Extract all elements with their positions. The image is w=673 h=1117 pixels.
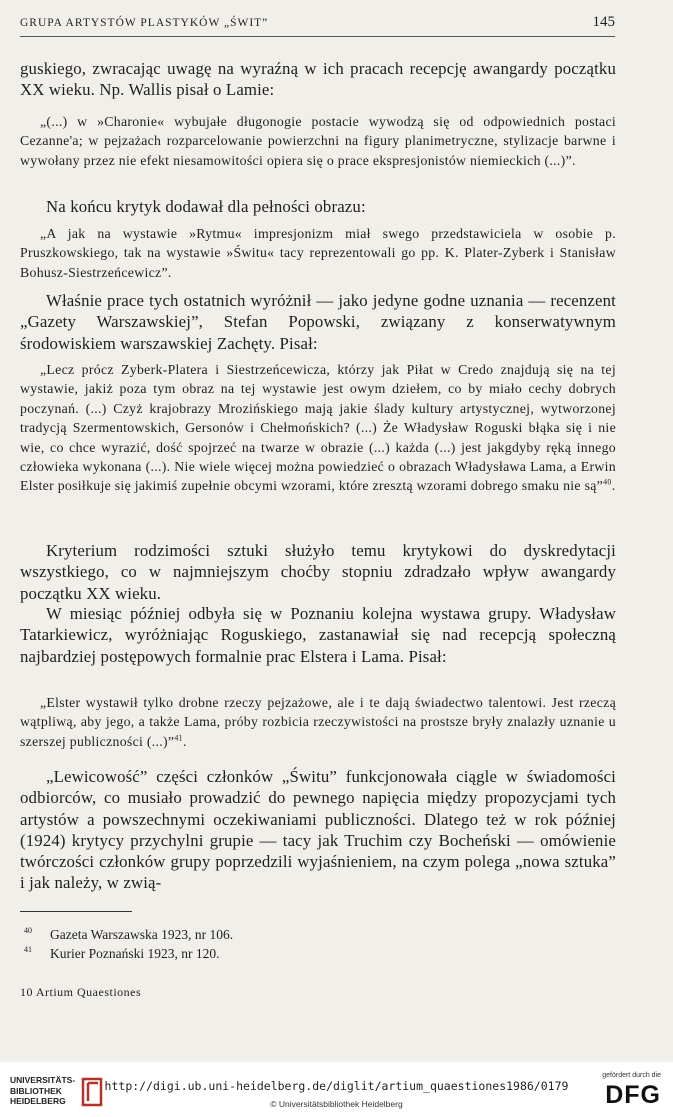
quote-3-block: „Lecz prócz Zyberk-Platera i Siestrzeńcewicza, którzy jak Piłat w Credo znajdują się na tej wystawie, jakiż poza tym obraz na tej wystawie jest owym dziełem, co by miało cechy dobrych poczynań. (...) Czyż krajobrazy Mrozińskiego mają jakie ślady kultury artystycznej, wytworzonej tradycją Szermentowskich, Gersonów i Chełmońskich? (...) Że Władysław Roguski błąka się i nie wie, co chce wyrazić, dość spojrzeć na twarze w obrazie (...) każda (...) jest jakgdyby ręką innego człowieka wykonana (...). Nie wiele więcej można powiedzieć o obrazach Władysława Lama, a Erwin Elster posiłkuje się jakimiś zupełnie obcymi wzorami, które zresztą wzorami dobrego smaku nie są”$^{40}$.: [20, 362, 616, 494]
footnote-text: Gazeta Warszawska 1923, nr 106.: [50, 927, 234, 942]
footnote-text: Kurier Poznański 1923, nr 120.: [50, 946, 220, 961]
copyright-notice: © Universitätsbibliothek Heidelberg: [270, 1099, 403, 1109]
running-head: [20, 14, 615, 37]
paragraph-1: guskiego, zwracając uwagę na wyraźną w ich pracach recepcję awangardy początku XX wieku. Np. Wallis pisał o Lamie:: [20, 59, 616, 100]
paragraph-4: Kryterium rodzimości sztuki służyło temu krytykowi do dyskredytacji wszystkiego, co w najmniejszym choćby stopniu zdradzało wpływ awangardy początku XX wieku.: [20, 541, 616, 603]
dfg-logo[interactable]: [593, 1072, 661, 1116]
quote-3: „Lecz prócz Zyberk-Platera i Siestrzeńcewicza, którzy jak Piłat w Credo znajdują się na tej wystawie, jakiż poza tym obraz na tej wystawie jest owym dziełem, co by miało cechy dobrych poczynań. (...) Czyż krajobrazy Mrozińskiego mają jakie ślady kultury artystycznej, wytworzonej tradycją Szermentowskich, Gersonów i Chełmońskich? (...) Że Władysław Roguski błąka się i nie wie, co chce wyrazić, dość spojrzeć na twarze w obrazie (...) każda (...) jest jakgdyby ręką innego człowieka wykonana (...). Nie wiele więcej można powiedzieć o obrazach Władysława Lama, a Erwin Elster posiłkuje się jakimiś zupełnie obcymi wzorami, które zresztą wzorami dobrego smaku nie są”: [20, 362, 616, 494]
library-name: UNIVERSITÄTS- BIBLIOTHEK HEIDELBERG: [10, 1075, 76, 1106]
footnote-item: 40 Gazeta Warszawska 1923, nr 106.: [24, 926, 234, 942]
permalink-url[interactable]: http://digi.ub.uni-heidelberg.de/diglit/artium_quaestiones1986/0179: [104, 1079, 569, 1093]
paragraph-3: Właśnie prace tych ostatnich wyróżnił — jako jedyne godne uznania — recenzent „Gazety Warszawskiej”, Stefan Popowski, związany z konserwatywnym środowiskiem warszawskiej Zachęty. Pisał:: [20, 291, 616, 353]
funder-note: gefördert durch die: [602, 1072, 661, 1079]
footnote-ref-40: 40: [603, 477, 612, 487]
paragraph-6: „Lewicowość” części członków „Świtu” funkcjonowała ciągle w świadomości odbiorców, co musiało prowadzić do pewnego napięcia między propozycjami tych artystów a powszechnymi oczekiwaniami publiczności. Dlatego też w rok później (1924) krytycy przychylni grupie — tacy jak Truchim czy Bocheński — omówienie twórczości członków grupy poprzedzili wyjaśnieniem, na czym polega „nowa sztuka” i jak należy, w zwią-: [20, 767, 616, 893]
footnote-ref-41: 41: [174, 733, 183, 743]
digitization-footer: [0, 1062, 673, 1117]
paragraph-5: W miesiąc później odbyła się w Poznaniu kolejna wystawa grupy. Władysław Tatarkiewicz, wyróżniając Roguskiego, zastanawiał się nad recepcją społeczną najbardziej postępowych formalnie prac Elstera i Lama. Pisał:: [20, 604, 616, 666]
footnote-item: 41 Kurier Poznański 1923, nr 120.: [24, 945, 220, 961]
quote-4: „Elster wystawił tylko drobne rzeczy pejzażowe, ale i te dają świadectwo talentowi. Jest rzeczą wątpliwą, aby jego, a także Lama, próby rozbicia rzeczywistości na prostsze bryły znalazły uznanie u szerszej publiczności (...)”: [20, 695, 616, 749]
printer-signature: 10 Artium Quaestiones: [20, 985, 142, 999]
quote-2-block: [20, 224, 616, 282]
paragraph-5-block: [20, 603, 616, 667]
footnotes: [20, 925, 520, 963]
quote-4-block: „Elster wystawił tylko drobne rzeczy pejzażowe, ale i te dają świadectwo talentowi. Jest rzeczą wątpliwą, aby jego, a także Lama, próby rozbicia rzeczywistości na prostsze bryły znalazły uznanie u szerszej publiczności (...)”$^{41}$.: [20, 695, 616, 749]
paragraph-2: Na końcu krytyk dodawał dla pełności obrazu:: [46, 197, 366, 216]
footnote-divider: [20, 911, 132, 912]
quote-1: „(...) w »Charonie« wybujałe długonogie postacie wywodzą się od odpowiednich postaci Cezanne'a; w pejzażach rozparcelowanie powierzchni na figury planimetryczne, stylizacje barwne i wywołany przez nie efekt niesamowitości opiera się o prace ekspresjonistów niemieckich (...)”.: [20, 114, 616, 168]
paragraph-6-block: [20, 766, 616, 894]
paragraph-1-block: [20, 58, 616, 101]
quote-2: „A jak na wystawie »Rytmu« impresjonizm miał swego przedstawiciela w osobie p. Pruszkowskiego, tak na wystawie »Świtu« tacy reprezentowali go pp. K. Plater-Zyberk i Stanisław Bohusz-Siestrzeńcewicz”.: [20, 226, 616, 280]
quote-1-block: [20, 112, 616, 170]
paragraph-3-block: [20, 290, 616, 354]
funder-logo-text: DFG: [605, 1081, 661, 1109]
page-number: 145: [592, 14, 615, 30]
paragraph-4-block: [20, 540, 616, 604]
paragraph-2-block: [20, 196, 616, 217]
running-title: GRUPA ARTYSTÓW PLASTYKÓW „ŚWIT”: [20, 17, 269, 29]
